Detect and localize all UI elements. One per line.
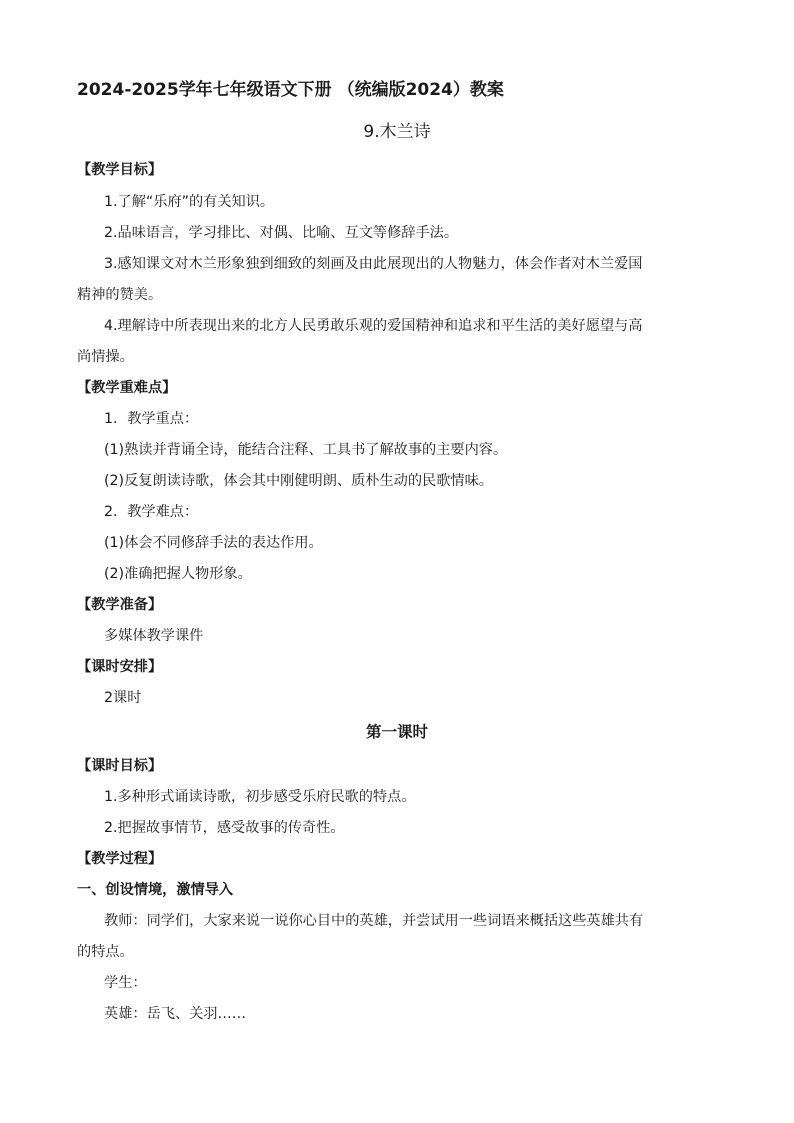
key-point-item: (2)反复朗读诗歌，体会其中刚健明朗、质朴生动的民歌情味。 [104, 473, 493, 489]
hero-examples: 英雄：岳飞、关羽…… [104, 1006, 246, 1022]
objective-item: 1.了解“乐府”的有关知识。 [104, 194, 275, 210]
difficulty-item: (1)体会不同修辞手法的表达作用。 [104, 535, 323, 551]
objective-item: 2.品味语言，学习排比、对偶、比喻、互文等修辞手法。 [104, 225, 459, 241]
lesson-title: 9.木兰诗 [363, 122, 431, 142]
schedule-heading: 【课时安排】 [77, 659, 163, 675]
difficulty-item: (2)准确把握人物形象。 [104, 566, 252, 582]
teacher-dialogue: 教师：同学们，大家来说一说你心目中的英雄，并尝试用一些词语来概括这些英雄共有 [104, 913, 644, 929]
lesson-objectives-heading: 【课时目标】 [77, 758, 163, 774]
objective-item-continued: 尚情操。 [77, 349, 134, 365]
lesson-objective-item: 2.把握故事情节，感受故事的传奇性。 [104, 820, 345, 836]
teacher-dialogue-continued: 的特点。 [77, 944, 134, 960]
lesson-objective-item: 1.多种形式诵读诗歌，初步感受乐府民歌的特点。 [104, 789, 416, 805]
schedule-text: 2课时 [104, 690, 142, 706]
objectives-heading: 【教学目标】 [77, 162, 163, 178]
objective-item: 3.感知课文对木兰形象独到细致的刻画及由此展现出的人物魅力，体会作者对木兰爱国 [104, 256, 643, 272]
key-points-label: 1．教学重点： [104, 411, 199, 427]
process-heading: 【教学过程】 [77, 851, 163, 867]
first-lesson-title: 第一课时 [365, 723, 428, 741]
objective-item-continued: 精神的赞美。 [77, 287, 163, 303]
objective-item: 4.理解诗中所表现出来的北方人民勇敢乐观的爱国精神和追求和平生活的美好愿望与高 [104, 318, 643, 334]
document-title: 2024-2025学年七年级语文下册 （统编版2024）教案 [77, 80, 504, 100]
student-label: 学生： [104, 975, 147, 991]
difficulties-label: 2．教学难点： [104, 504, 199, 520]
preparation-text: 多媒体教学课件 [104, 628, 204, 644]
process-step: 一、创设情境，激情导入 [77, 882, 234, 898]
key-points-heading: 【教学重难点】 [77, 380, 177, 396]
preparation-heading: 【教学准备】 [77, 597, 163, 613]
key-point-item: (1)熟读并背诵全诗，能结合注释、工具书了解故事的主要内容。 [104, 442, 508, 458]
